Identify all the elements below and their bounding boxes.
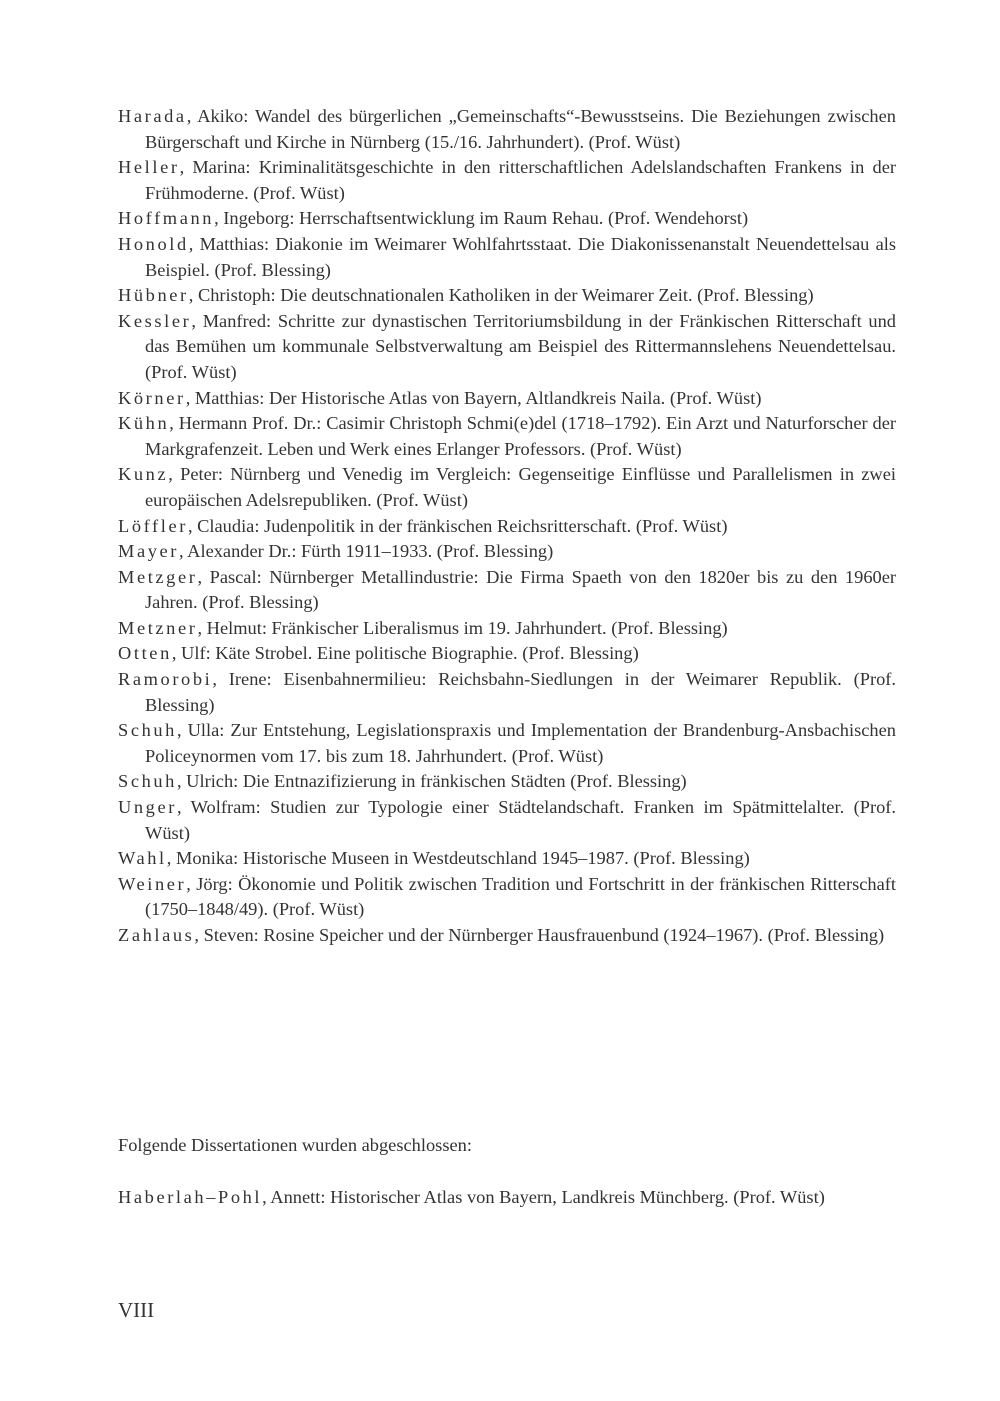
entry-text: , Annett: Historischer Atlas von Bayern, Landkreis Münchberg. (Prof. Wüst) bbox=[262, 1187, 825, 1207]
entry-text: , Alexander Dr.: Fürth 1911–1933. (Prof. Blessing) bbox=[179, 541, 554, 562]
list-item bbox=[118, 104, 896, 155]
list-item bbox=[118, 309, 896, 386]
entry-surname: Körner bbox=[118, 387, 186, 408]
entry-surname: Harada bbox=[118, 106, 187, 126]
entry-surname: Otten bbox=[118, 643, 172, 664]
entry-surname: Metzner bbox=[118, 617, 198, 638]
entry-text: , Peter: Nürnberg und Venedig im Vergleich: Gegenseitige Einflüsse und Parallelismen in zwei europäischen Adelsrepubliken. (Prof. Wüst) bbox=[145, 464, 896, 510]
list-item bbox=[118, 514, 896, 540]
list-item bbox=[118, 232, 896, 283]
page-number: VIII bbox=[118, 1298, 155, 1322]
entry-text: , Christoph: Die deutschnationalen Katholiken in der Weimarer Zeit. (Prof. Blessing) bbox=[188, 285, 814, 306]
entry-surname: Schuh bbox=[118, 771, 177, 792]
entry-surname: Haberlah–Pohl bbox=[118, 1187, 263, 1207]
list-item bbox=[118, 872, 896, 923]
list-item bbox=[118, 923, 896, 949]
entry-text: , Ulrich: Die Entnazifizierung in fränkischen Städten (Prof. Blessing) bbox=[176, 771, 687, 792]
entry-surname: Honold bbox=[118, 233, 189, 254]
entry-text: , Ulla: Zur Entstehung, Legislationspraxis und Implementation der Brandenburg-Ansbachischen Policeynormen vom 17. bis zum 18. Jahrhundert. (Prof. Wüst) bbox=[145, 720, 896, 766]
list-item bbox=[118, 1185, 896, 1211]
entry-text: , Wolfram: Studien zur Typologie einer Städtelandschaft. Franken im Spätmittelalter. (Prof. Wüst) bbox=[145, 797, 896, 843]
entry-text: , Irene: Eisenbahnermilieu: Reichsbahn-Siedlungen in der Weimarer Republik. (Prof. Blessing) bbox=[145, 669, 896, 715]
list-item bbox=[118, 386, 896, 412]
entry-text: , Pascal: Nürnberger Metallindustrie: Die Firma Spaeth von den 1820er bis zu den 1960er Jahren. (Prof. Blessing) bbox=[145, 566, 896, 613]
list-item bbox=[118, 616, 896, 642]
document-page bbox=[118, 104, 896, 1207]
entry-text: , Ulf: Käte Strobel. Eine politische Biographie. (Prof. Blessing) bbox=[171, 643, 639, 664]
completed-section-heading: Folgende Dissertationen wurden abgeschlossen: bbox=[118, 1135, 472, 1155]
completed-dissertations-list bbox=[118, 1185, 896, 1211]
entry-text: , Manfred: Schritte zur dynastischen Territoriumsbildung in der Fränkischen Ritterschaft und das Bemühen um kommunale Selbstverwaltung am Beispiel des Rittermannslehens Neuendettelsau. (Prof. Wüst) bbox=[145, 310, 896, 382]
entry-surname: Heller bbox=[118, 157, 180, 178]
entry-surname: Kühn bbox=[118, 413, 170, 434]
entry-text: , Akiko: Wandel des bürgerlichen „Gemeinschafts“-Bewusstseins. Die Beziehungen zwischen Bürgerschaft und Kirche in Nürnberg (15./16. Jahrhundert). (Prof. Wüst) bbox=[145, 106, 896, 152]
list-item bbox=[118, 539, 896, 565]
ongoing-dissertations-list bbox=[118, 104, 896, 949]
entry-text: , Steven: Rosine Speicher und der Nürnberger Hausfrauenbund (1924–1967). (Prof. Blessing) bbox=[194, 925, 885, 945]
entry-text: , Matthias: Diakonie im Weimarer Wohlfahrtsstaat. Die Diakonissenanstalt Neuendettelsau als Beispiel. (Prof. Blessing) bbox=[145, 233, 896, 280]
entry-surname: Hoffmann bbox=[118, 208, 215, 229]
entry-text: , Monika: Historische Museen in Westdeutschland 1945–1987. (Prof. Blessing) bbox=[166, 848, 750, 869]
list-item bbox=[118, 769, 896, 795]
entry-surname: Zahlaus bbox=[118, 925, 195, 945]
list-item bbox=[118, 462, 896, 513]
entry-text: , Marina: Kriminalitätsgeschichte in den ritterschaftlichen Adelslandschaften Frankens in der Frühmoderne. (Prof. Wüst) bbox=[145, 157, 896, 203]
entry-surname: Löffler bbox=[118, 515, 188, 536]
entry-surname: Schuh bbox=[118, 720, 177, 741]
entry-text: , Ingeborg: Herrschaftsentwicklung im Raum Rehau. (Prof. Wendehorst) bbox=[214, 208, 749, 229]
list-item bbox=[118, 795, 896, 846]
list-item bbox=[118, 206, 896, 232]
list-item bbox=[118, 565, 896, 616]
list-item bbox=[118, 283, 896, 309]
entry-surname: Mayer bbox=[118, 541, 179, 562]
entry-surname: Hübner bbox=[118, 285, 189, 306]
entry-surname: Unger bbox=[118, 797, 177, 818]
list-item bbox=[118, 641, 896, 667]
list-item bbox=[118, 155, 896, 206]
list-item bbox=[118, 718, 896, 769]
entry-text: , Claudia: Judenpolitik in der fränkischen Reichsritterschaft. (Prof. Wüst) bbox=[187, 515, 728, 536]
entry-surname: Weiner bbox=[118, 873, 187, 894]
entry-surname: Metzger bbox=[118, 566, 198, 587]
entry-text: , Helmut: Fränkischer Liberalismus im 19. Jahrhundert. (Prof. Blessing) bbox=[197, 617, 728, 638]
entry-text: , Jörg: Ökonomie und Politik zwischen Tradition und Fortschritt in der fränkischen Ritterschaft (1750–1848/49). (Prof. Wüst) bbox=[145, 873, 896, 920]
list-item bbox=[118, 411, 896, 462]
entry-surname: Wahl bbox=[118, 848, 167, 869]
list-item bbox=[118, 667, 896, 718]
entry-surname: Ramorobi bbox=[118, 669, 213, 690]
entry-text: , Hermann Prof. Dr.: Casimir Christoph Schmi(e)del (1718–1792). Ein Arzt und Naturforscher der Markgrafenzeit. Leben und Werk eines Erlanger Professors. (Prof. Wüst) bbox=[145, 413, 896, 459]
list-item bbox=[118, 846, 896, 872]
entry-surname: Kessler bbox=[118, 310, 192, 331]
entry-surname: Kunz bbox=[118, 464, 169, 485]
entry-text: , Matthias: Der Historische Atlas von Bayern, Altlandkreis Naila. (Prof. Wüst) bbox=[185, 387, 762, 408]
